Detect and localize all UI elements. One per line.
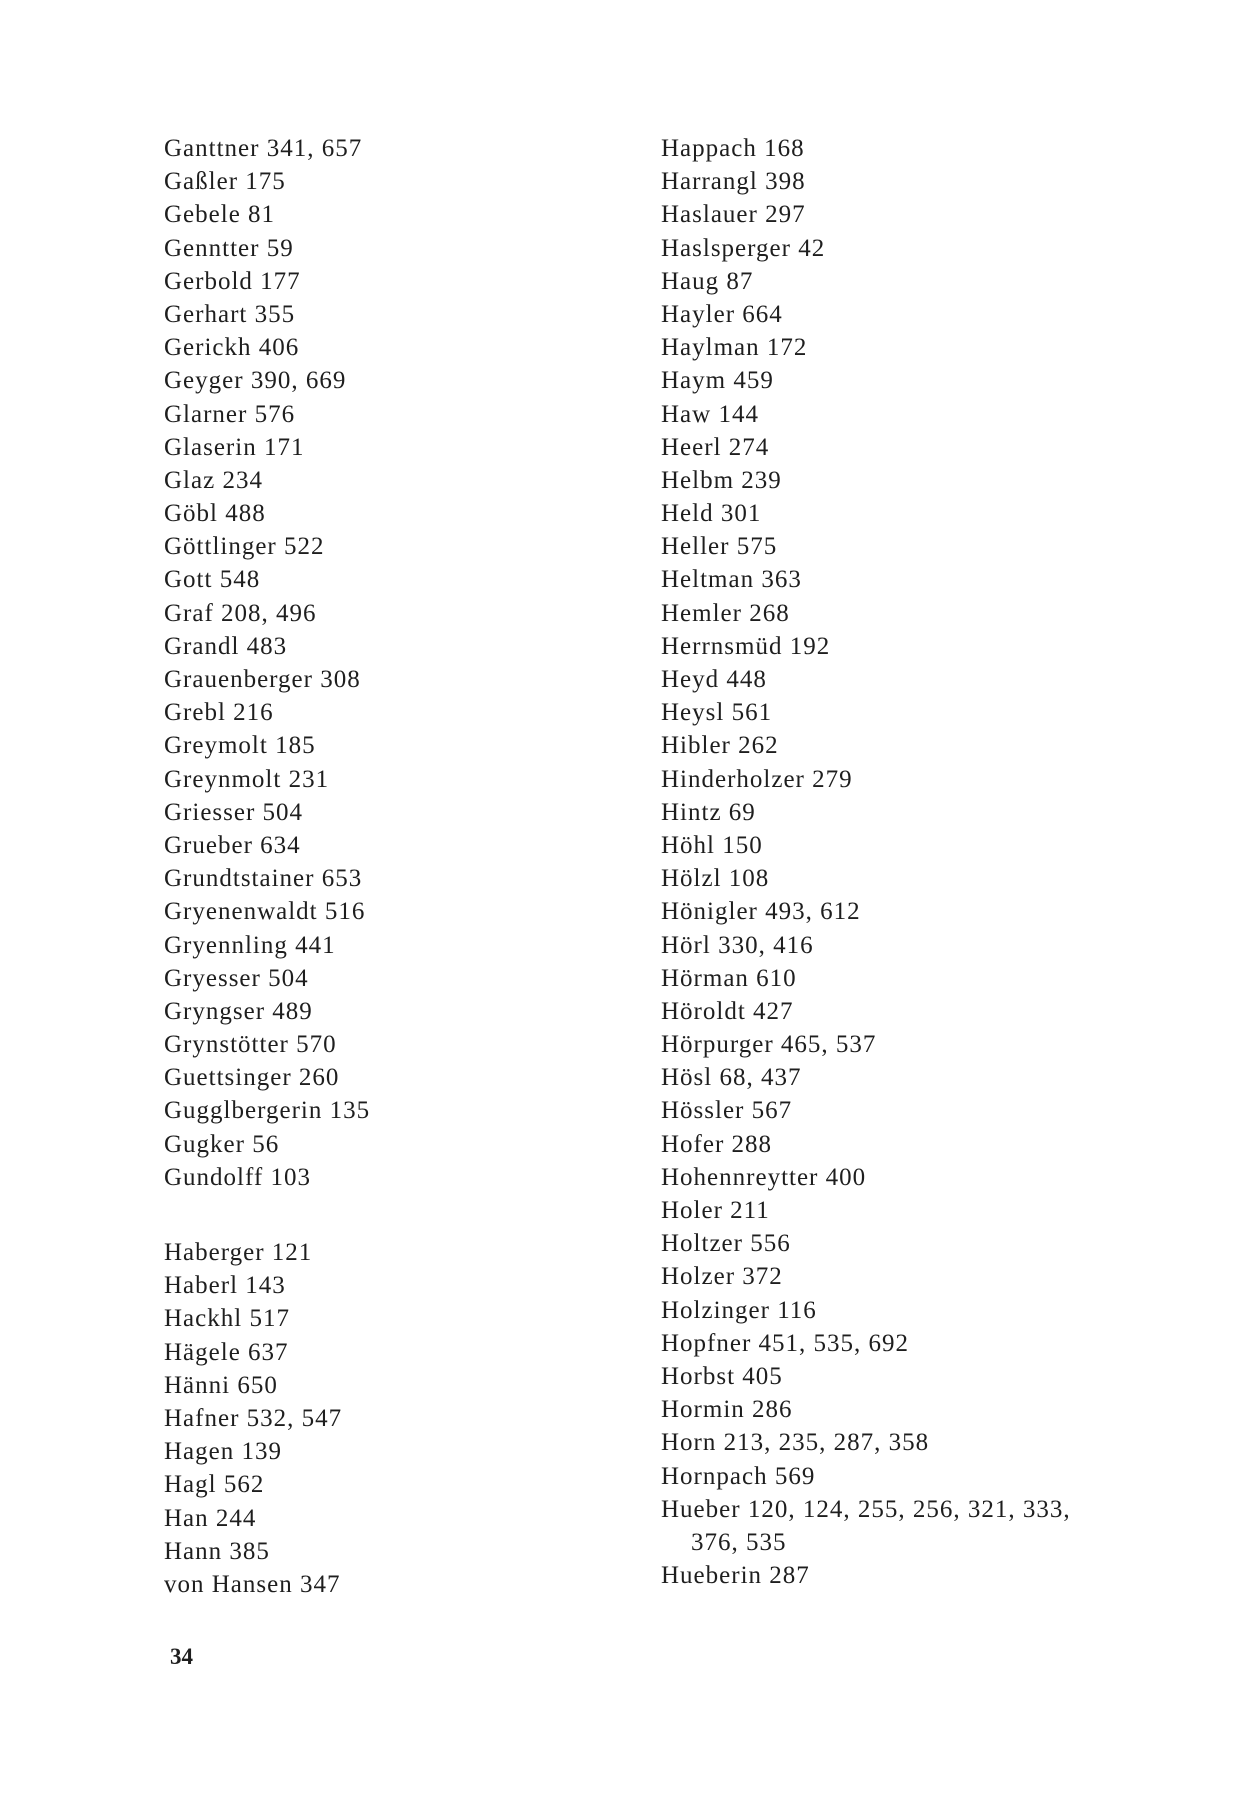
index-entry: Geyger 390, 669 [164,367,347,395]
index-entry: Horbst 405 [661,1362,783,1390]
index-entry: Heller 575 [661,533,778,561]
index-entry: Hofer 288 [661,1130,773,1158]
index-entry: Hann 385 [164,1537,270,1565]
index-entry: Hormin 286 [661,1396,793,1424]
index-entry: Hörman 610 [661,964,797,992]
index-entry: Heysl 561 [661,699,773,727]
index-entry: Gerbold 177 [164,267,301,295]
index-entry: Grebl 216 [164,699,274,727]
index-entry: Grueber 634 [164,831,301,859]
index-entry: Haw 144 [661,400,759,428]
index-entry: Glaz 234 [164,466,263,494]
index-entry: Grynstötter 570 [164,1031,337,1059]
index-entry: 376, 535 [691,1528,787,1556]
index-entry: Harrangl 398 [661,168,806,196]
index-entry: Gerickh 406 [164,334,300,362]
index-entry: Grauenberger 308 [164,666,361,693]
index-entry: Gott 548 [164,566,261,594]
index-entry: Gebele 81 [164,201,276,229]
index-entry: Greymolt 185 [164,732,316,760]
index-entry: Holzer 372 [661,1263,783,1291]
index-entry: Glarner 576 [164,400,296,428]
index-entry: Hölzl 108 [661,865,770,893]
index-entry: Gaßler 175 [164,168,286,196]
page-number: 34 [170,1644,193,1669]
index-entry: Holzinger 116 [661,1296,817,1324]
index-entry: Horn 213, 235, 287, 358 [661,1429,930,1457]
index-entry: Hösl 68, 437 [661,1064,802,1092]
index-entry: Göbl 488 [164,500,266,528]
index-entry: Genntter 59 [164,234,294,262]
index-entry: Haslsperger 42 [661,234,826,262]
index-entry: Hörl 330, 416 [661,931,814,959]
index-entry: Höhl 150 [661,831,763,859]
index-entry: Grundtstainer 653 [164,865,363,893]
index-entry: Herrnsmüd 192 [661,632,831,660]
index-entry: Gryennling 441 [164,931,336,959]
index-entry: Hemler 268 [661,599,790,627]
index-entry: Haylman 172 [661,334,808,362]
index-entry: Gryesser 504 [164,964,309,992]
index-entry: Gryngser 489 [164,997,313,1025]
index-entry: Hinderholzer 279 [661,765,853,793]
index-entry: Göttlinger 522 [164,533,325,561]
index-entry: Hackhl 517 [164,1305,290,1333]
index-entry: Holer 211 [661,1197,770,1224]
index-entry: Han 244 [164,1504,257,1532]
index-entry: Ganttner 341, 657 [164,135,363,162]
index-entry: Hänni 650 [164,1371,278,1399]
index-entry: Glaserin 171 [164,433,305,461]
index-entry: Hopfner 451, 535, 692 [661,1329,910,1357]
index-entry: Hagen 139 [164,1438,282,1466]
index-entry: Hayler 664 [661,300,783,328]
index-entry: von Hansen 347 [164,1570,341,1598]
index-entry: Hössler 567 [661,1097,793,1125]
index-entry: Hagl 562 [164,1471,265,1499]
index-entry: Hafner 532, 547 [164,1404,343,1432]
index-entry: Hönigler 493, 612 [661,898,861,926]
index-entry: Höroldt 427 [661,997,794,1025]
index-entry: Hörpurger 465, 537 [661,1031,877,1059]
index-entry: Haslauer 297 [661,201,806,229]
index-entry: Haug 87 [661,267,754,295]
index-entry: Haberl 143 [164,1272,286,1300]
index-entry: Holtzer 556 [661,1230,791,1258]
index-entry: Hohennreytter 400 [661,1163,867,1191]
index-entry: Graf 208, 496 [164,599,317,627]
index-entry: Haym 459 [661,367,774,395]
index-entry: Heltman 363 [661,566,802,594]
index-entry: Griesser 504 [164,798,304,826]
index-entry: Guettsinger 260 [164,1064,340,1092]
index-entry: Happach 168 [661,135,805,162]
index-entry: Gerhart 355 [164,300,296,328]
index-column-right [661,132,1221,1592]
index-entry: Greynmolt 231 [164,765,330,793]
index-entry: Gryenenwaldt 516 [164,898,366,926]
index-entry: Helbm 239 [661,466,782,494]
index-entry: Held 301 [661,500,762,528]
index-entry: Heyd 448 [661,666,767,693]
index-entry: Hornpach 569 [661,1462,816,1490]
index-entry: Hibler 262 [661,732,779,760]
index-entry: Gugker 56 [164,1130,280,1158]
index-entry: Hintz 69 [661,798,756,826]
index-entry: Heerl 274 [661,433,770,461]
index-entry: Gundolff 103 [164,1163,311,1191]
index-column-left [164,132,634,1601]
index-entry: Hueberin 287 [661,1562,810,1590]
index-entry: Hueber 120, 124, 255, 256, 321, 333, [661,1495,1071,1523]
index-entry: Hägele 637 [164,1338,289,1366]
index-entry: Grandl 483 [164,632,288,660]
index-entry: Haberger 121 [164,1239,313,1266]
index-entry: Gugglbergerin 135 [164,1097,371,1125]
